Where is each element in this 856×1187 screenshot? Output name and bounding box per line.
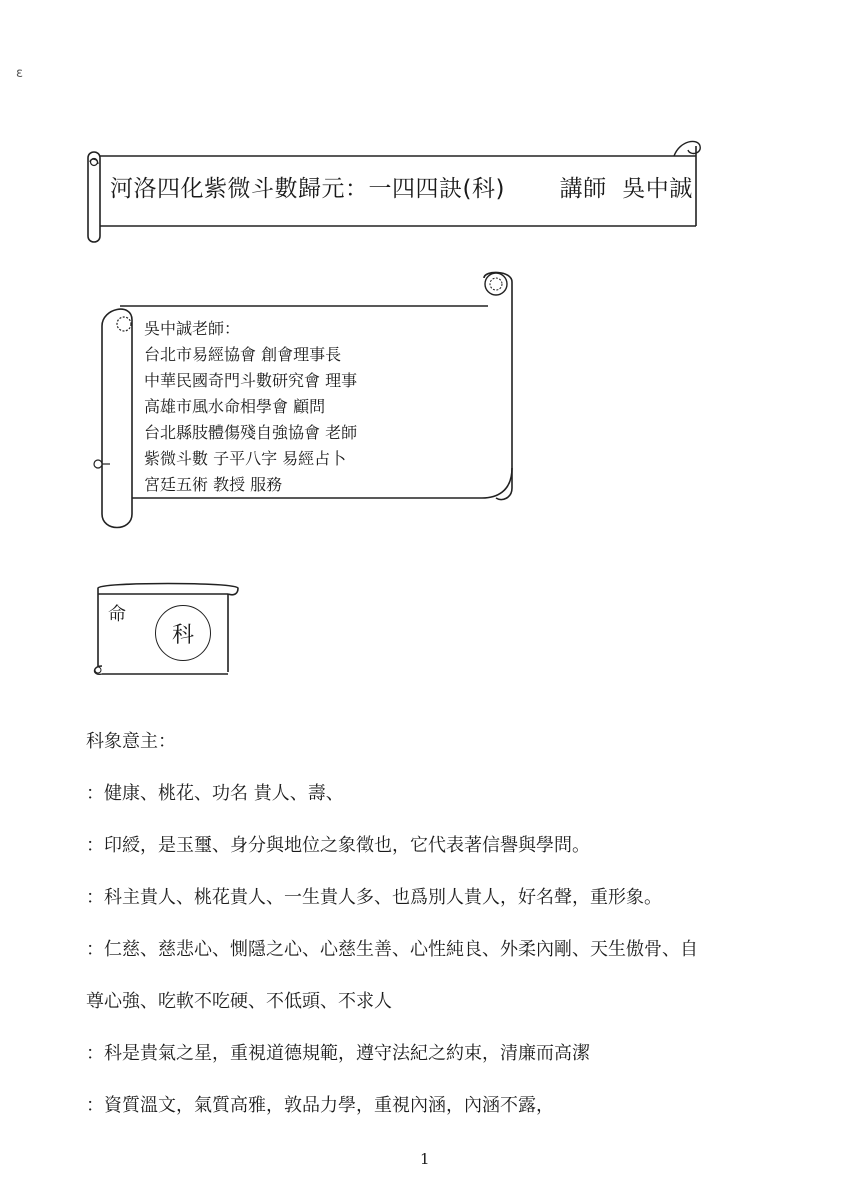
bio-line: 紫微斗數 子平八字 易經占卜	[144, 449, 347, 468]
ming-label: 命	[108, 604, 126, 625]
body-line: ：資質溫文，氣質高雅，敦品力學，重視內涵，內涵不露，	[86, 1095, 554, 1116]
body-line: ：健康、桃花、功名 貴人、壽、	[86, 783, 344, 804]
body-line: ：仁慈、慈悲心、惻隱之心、心慈生善、心性純良、外柔內剛、天生傲骨、自	[86, 939, 698, 960]
body-heading: 科象意主：	[86, 731, 176, 752]
body-line: 尊心強、吃軟不吃硬、不低頭、不求人	[86, 991, 392, 1012]
ke-label: 科	[171, 622, 194, 648]
bio-line: 台北縣肢體傷殘自強協會 老師	[144, 423, 358, 442]
body-line: ：印綬，是玉璽、身分與地位之象徵也，它代表著信譽與學問。	[86, 835, 590, 856]
body-text	[86, 716, 786, 1132]
page-number: 1	[420, 1150, 430, 1168]
body-line: ：科主貴人、桃花貴人、一生貴人多、也爲別人貴人，好名聲，重形象。	[86, 887, 662, 908]
bio-line: 吳中誠老師：	[144, 319, 241, 338]
corner-mark: ε	[16, 66, 24, 81]
teacher-bio	[144, 316, 357, 498]
bio-line: 高雄市風水命相學會 顧問	[144, 397, 326, 416]
document-title: 河洛四化紫微斗數歸元：一四四訣(科) 講師 吳中誠	[110, 176, 693, 202]
bio-line: 中華民國奇門斗數研究會 理事	[144, 371, 358, 390]
bio-line: 宮廷五術 教授 服務	[144, 475, 283, 494]
body-line: ：科是貴氣之星，重視道德規範，遵守法紀之約束，清廉而高潔	[86, 1043, 590, 1064]
bio-line: 台北市易經協會 創會理事長	[144, 345, 342, 364]
